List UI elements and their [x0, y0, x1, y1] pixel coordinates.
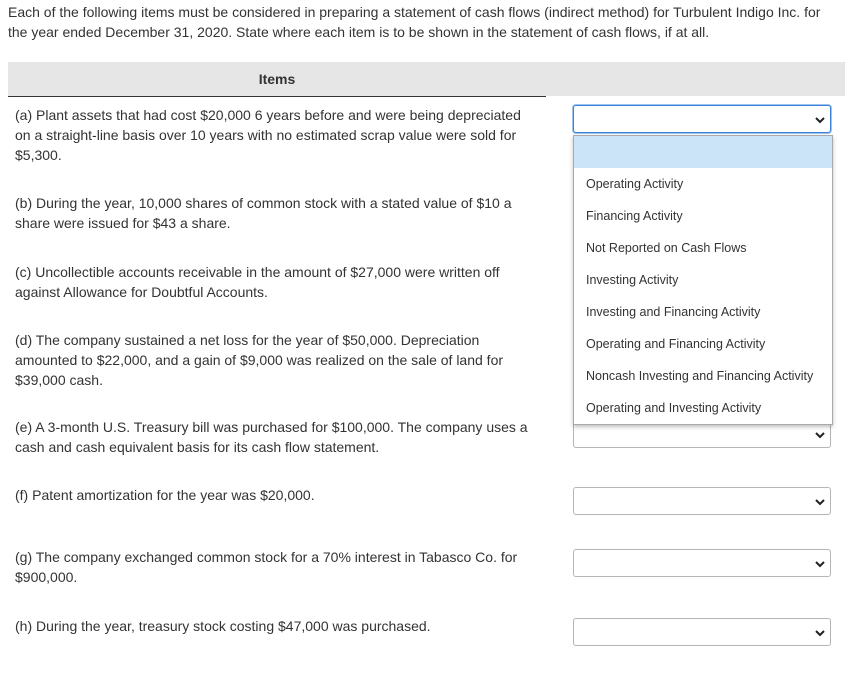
chevron-down-icon [813, 626, 827, 640]
dropdown-option[interactable]: Operating Activity [586, 177, 684, 191]
item-g-select[interactable] [573, 549, 831, 577]
items-column-header: Items [258, 71, 296, 87]
item-c-text: (c) Uncollectible accounts receivable in the amount of $27,000 were written off against Allowance for Doubtful Accounts. [15, 264, 500, 300]
activity-dropdown-menu [573, 135, 833, 425]
dropdown-option[interactable]: Not Reported on Cash Flows [586, 241, 747, 255]
item-f-text: (f) Patent amortization for the year was $20,000. [15, 487, 315, 503]
item-a-select[interactable] [573, 105, 831, 133]
item-a-text: (a) Plant assets that had cost $20,000 6 years before and were being depreciated on a straight-line basis over 10 years with no estimated scrap value were sold for $5,300. [15, 107, 521, 163]
dropdown-option[interactable]: Operating and Investing Activity [586, 401, 762, 415]
dropdown-option[interactable]: Investing Activity [586, 273, 679, 287]
dropdown-option[interactable]: Operating and Financing Activity [586, 337, 766, 351]
item-h-select[interactable] [573, 618, 831, 646]
table-header [8, 62, 845, 96]
dropdown-option[interactable]: Investing and Financing Activity [586, 305, 761, 319]
dropdown-option[interactable]: Financing Activity [586, 209, 683, 223]
item-f-select[interactable] [573, 487, 831, 515]
chevron-down-icon [813, 428, 827, 442]
item-h-text: (h) During the year, treasury stock costing $47,000 was purchased. [15, 618, 431, 634]
header-divider [8, 96, 546, 97]
dropdown-option[interactable]: Noncash Investing and Financing Activity [586, 369, 814, 383]
dropdown-option-blank[interactable] [574, 136, 832, 168]
chevron-down-icon [813, 495, 827, 509]
item-d-text: (d) The company sustained a net loss for the year of $50,000. Depreciation amounted to $22,000, and a gain of $9,000 was realized on the sale of land for $39,000 cash. [15, 332, 504, 388]
chevron-down-icon [813, 557, 827, 571]
item-b-text: (b) During the year, 10,000 shares of common stock with a stated value of $10 a share were issued for $43 a share. [15, 195, 512, 231]
item-e-text: (e) A 3-month U.S. Treasury bill was purchased for $100,000. The company uses a cash and cash equivalent basis for its cash flow statement. [15, 419, 528, 455]
instructions-text: Each of the following items must be considered in preparing a statement of cash flows (indirect method) for Turbulent Indigo Inc. for the year ended December 31, 2020. State where each item is to be shown in the statement of cash flows, if at all. [8, 4, 821, 40]
item-g-text: (g) The company exchanged common stock for a 70% interest in Tabasco Co. for $900,000. [15, 549, 518, 585]
chevron-down-icon [813, 113, 827, 127]
